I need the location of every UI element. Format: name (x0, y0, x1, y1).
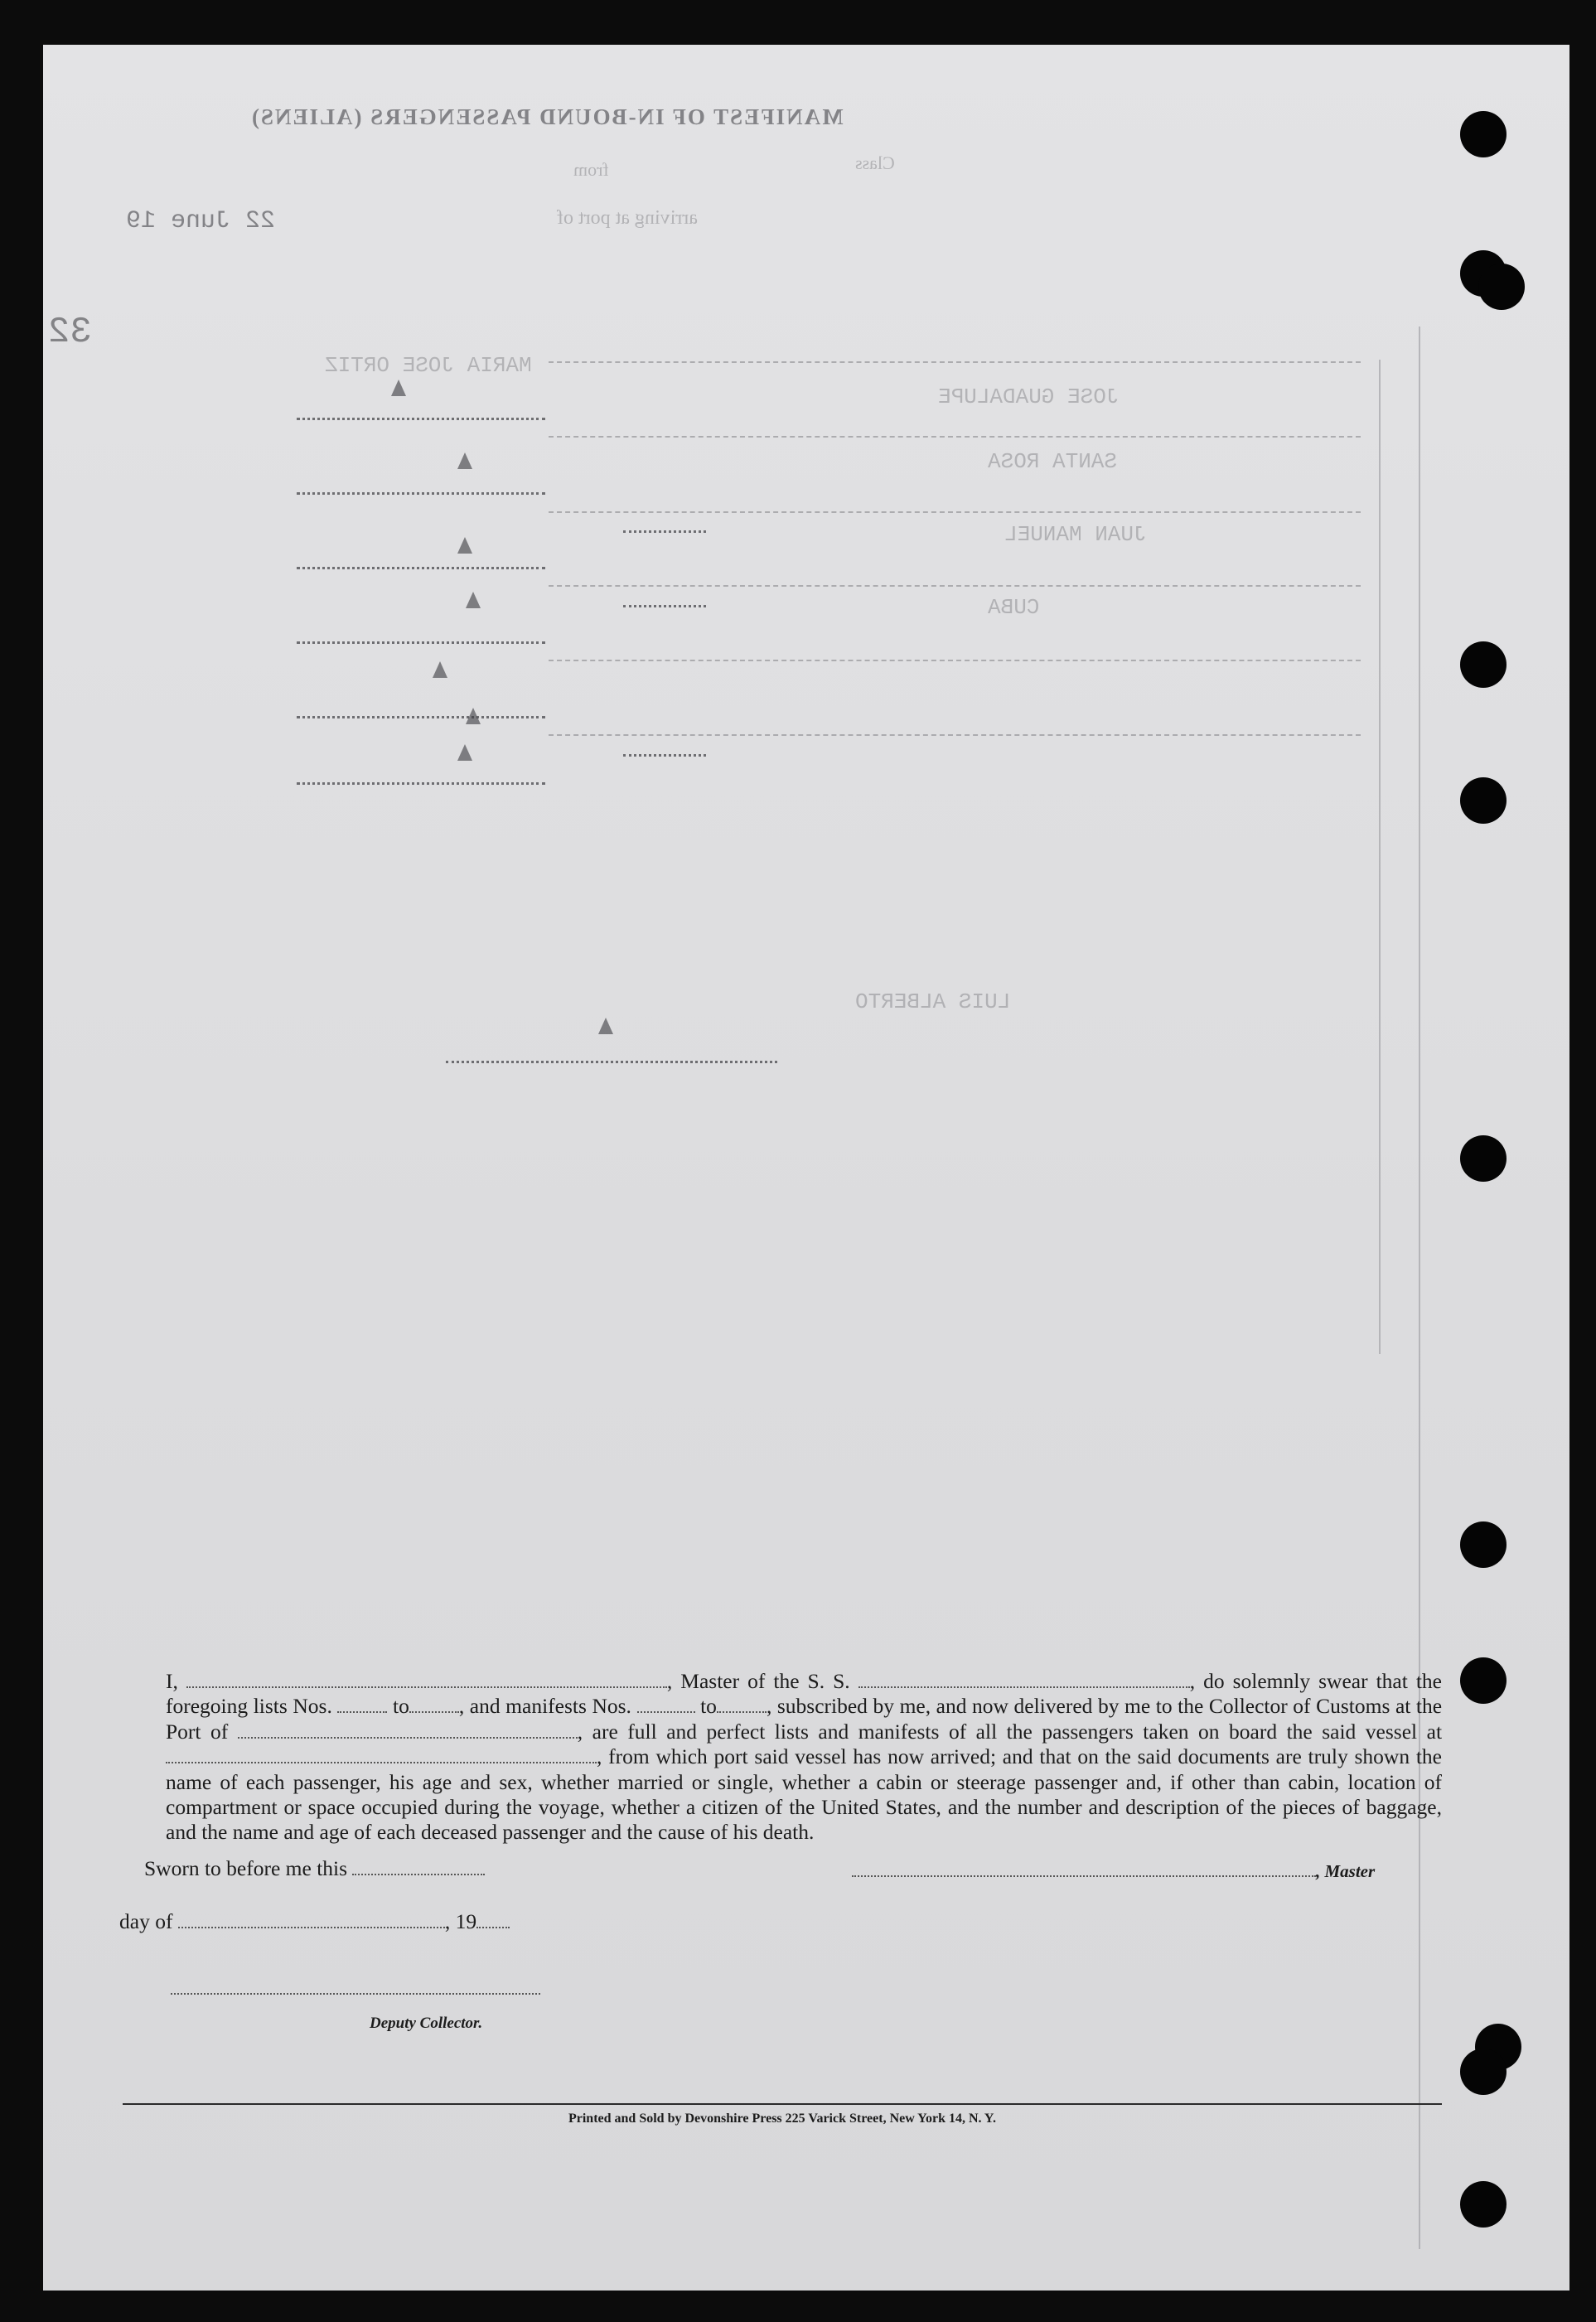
ghost-check-mark (598, 1018, 613, 1034)
oath-text: I, (166, 1669, 178, 1693)
ghost-check-mark (391, 380, 406, 396)
manifest-sheet (43, 45, 1569, 2291)
ghost-name: SANTA ROSA (988, 449, 1118, 474)
ghost-dotted-leader (297, 418, 545, 420)
ghost-check-mark (457, 452, 472, 469)
ghost-list-number: 32 (48, 312, 92, 353)
ghost-row-rule (549, 660, 1361, 661)
footer-rule (123, 2103, 1442, 2105)
master-name-field[interactable] (186, 1670, 667, 1688)
day-of-line (119, 1909, 510, 1934)
punch-hole (1460, 2181, 1507, 2228)
printer-footer: Printed and Sold by Devonshire Press 225 Varick Street, New York 14, N. Y. (568, 2112, 997, 2126)
oath-text: to (700, 1694, 717, 1719)
ghost-class-line: Class (855, 152, 895, 173)
punch-hole (1460, 1521, 1507, 1568)
year-label: , 19 (444, 1909, 477, 1933)
ghost-column-rule (1379, 360, 1381, 1354)
oath-text: , do solemnly swear that the foregoing lists Nos. (166, 1669, 1442, 1719)
ghost-name: JUAN MANUEL (1004, 522, 1147, 547)
oath-paragraph (166, 1669, 1442, 1846)
punch-hole (1460, 641, 1507, 688)
oath-text: , subscribed by me, and now delivered by me to the Collector of Customs at the Port of (166, 1694, 1443, 1744)
manifests-to-field[interactable] (717, 1695, 767, 1713)
punch-hole (1478, 264, 1525, 310)
vessel-name-field[interactable] (858, 1670, 1190, 1688)
ghost-name: LUIS ALBERTO (855, 989, 1011, 1014)
ghost-dotted-leader (297, 492, 545, 495)
lists-from-field[interactable] (337, 1695, 387, 1713)
lists-to-field[interactable] (409, 1695, 459, 1713)
deputy-signature-field[interactable] (171, 1976, 540, 1995)
deputy-signature-line (171, 1976, 540, 2000)
sworn-date-field[interactable] (352, 1857, 485, 1875)
ghost-arriving-line: arriving at port of (557, 207, 698, 229)
ghost-check-mark (457, 537, 472, 554)
ghost-name: JOSE GUADALUPE (938, 385, 1120, 409)
ghost-row-rule (549, 436, 1361, 438)
ghost-row-rule (549, 511, 1361, 513)
punch-hole (1460, 1657, 1507, 1704)
master-signature-line (852, 1858, 1375, 1883)
ghost-dotted-leader (446, 1061, 777, 1063)
master-signature-field[interactable] (852, 1859, 1316, 1877)
ghost-check-mark (466, 592, 481, 608)
ghost-name: MARIA JOSE ORTIZ (325, 353, 532, 378)
oath-text: to (393, 1694, 409, 1719)
punch-hole (1460, 777, 1507, 824)
ghost-dotted-leader (297, 567, 545, 569)
ghost-row-rule (549, 361, 1361, 363)
ghost-heading: MANIFEST OF IN-BOUND PASSENGERS (ALIENS) (250, 104, 844, 129)
oath-text: , from which port said vessel has now arrived; and that on the said documents are truly shown the name of each passenger, his age and sex, whether married or single, whether a cabin or steerage passenger and, if other than cabin, location of compartment or space occupied during the voyage, whether a citizen of the United States, and the number and description of the pieces of baggage, and the name and age of each deceased passenger and the cause of his death. (166, 1744, 1442, 1845)
ghost-check-mark (433, 661, 447, 678)
ghost-check-mark (466, 708, 481, 724)
ghost-check-mark (457, 744, 472, 761)
oath-text: , Master of the S. S. (666, 1669, 850, 1693)
punch-hole (1460, 2049, 1507, 2095)
ghost-dotted-leader (623, 605, 706, 607)
ghost-dotted-leader (297, 782, 545, 785)
ghost-row-rule (549, 734, 1361, 736)
port-field[interactable] (238, 1720, 578, 1739)
ghost-name: CUBA (988, 595, 1040, 620)
ghost-dotted-leader (297, 641, 545, 644)
punch-hole (1460, 111, 1507, 157)
ghost-date-fragment: 22 June 19 (126, 207, 276, 235)
ghost-from-label: from (573, 159, 609, 180)
ghost-column-rule (1419, 327, 1420, 2249)
year-field[interactable] (476, 1910, 510, 1928)
ghost-dotted-leader (297, 716, 545, 718)
deputy-label: Deputy Collector. (370, 2015, 483, 2032)
sworn-label: Sworn to before me this (144, 1856, 348, 1880)
oath-text: , are full and perfect lists and manifests of all the passengers taken on board the said vessel at (577, 1719, 1443, 1744)
master-label: , Master (1316, 1861, 1376, 1881)
oath-text: , and manifests Nos. (458, 1694, 631, 1719)
manifests-from-field[interactable] (637, 1695, 695, 1713)
day-of-field[interactable] (178, 1910, 445, 1928)
ghost-dotted-leader (623, 754, 706, 757)
departure-port-field[interactable] (166, 1745, 597, 1763)
day-of-label: day of (119, 1909, 173, 1933)
ghost-row-rule (549, 585, 1361, 587)
ghost-dotted-leader (623, 530, 706, 533)
sworn-line (144, 1856, 485, 1881)
punch-hole (1460, 1135, 1507, 1182)
